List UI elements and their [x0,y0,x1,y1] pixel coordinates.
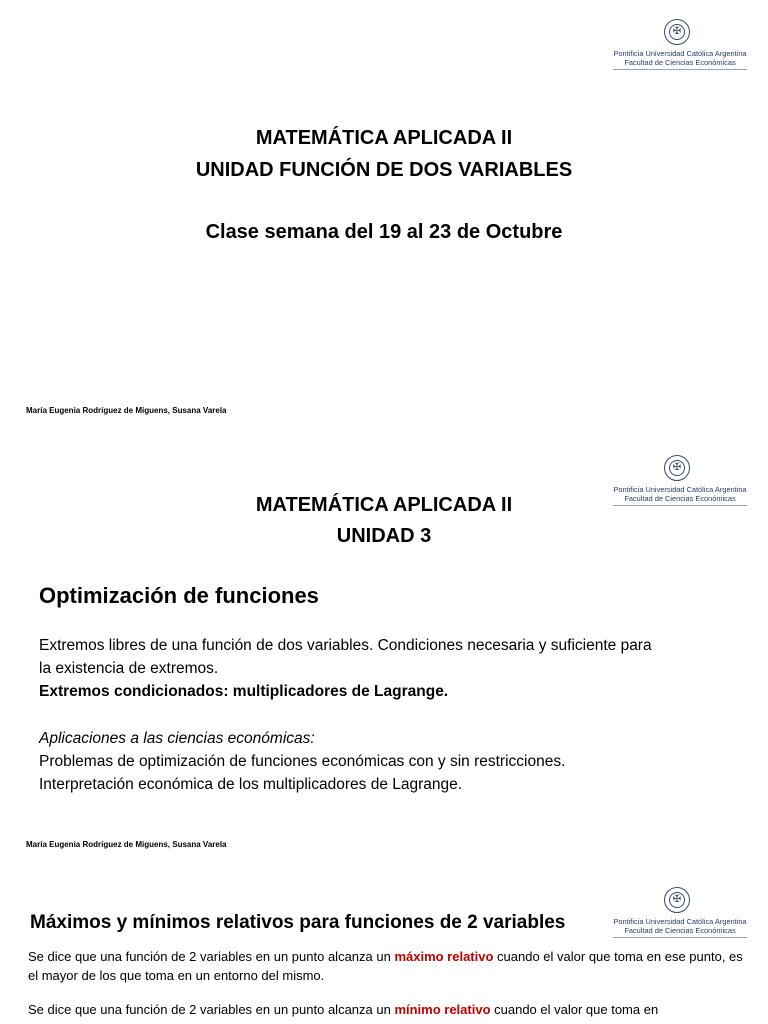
university-logo [613,887,747,939]
slide-2-line-1: Extremos libres de una función de dos variables. Condiciones necesaria y suficiente para [39,637,652,654]
slide-3-title: Máximos y mínimos relativos para funciones de 2 variables [30,912,566,933]
paragraph-maximo-text-a: Se dice que una función de 2 variables en un punto alcanza un [28,949,395,964]
slide-1-author: María Eugenia Rodríguez de Miguens, Susana Varela [26,406,227,415]
minimo-relativo-term: mínimo relativo [394,1002,491,1017]
slide-2-line-2: la existencia de extremos. [39,660,219,677]
logo-line-2: Facultad de Ciencias Económicas [624,926,736,935]
paragraph-maximo [28,947,748,985]
logo-divider [613,69,747,70]
slide-2-line-3: Extremos condicionados: multiplicadores de Lagrange. [39,683,449,700]
slide-2-apps-label: Aplicaciones a las ciencias económicas: [39,730,315,747]
logo-line-2: Facultad de Ciencias Económicas [624,494,736,503]
slide-1-title-2: UNIDAD FUNCIÓN DE DOS VARIABLES [195,159,573,181]
slide-1-subtitle: Clase semana del 19 al 23 de Octubre [205,221,563,243]
slide-2-heading: Optimización de funciones [39,583,319,608]
slide-2 [0,437,768,871]
logo-line-1: Pontificia Universidad Católica Argentina [613,49,747,58]
maximo-relativo-term: máximo relativo [394,949,494,964]
logo-line-2: Facultad de Ciencias Económicas [624,58,736,67]
logo-line-1: Pontificia Universidad Católica Argentina [613,485,747,494]
seal-icon: ✠ [664,455,690,481]
university-logo [613,19,747,71]
slide-2-apps-2: Interpretación económica de los multiplicadores de Lagrange. [39,776,463,793]
slide-1 [0,0,768,436]
seal-icon: ✠ [664,19,690,45]
slide-3 [0,872,768,1024]
paragraph-maximo-text-c: cuando el valor que toma en ese punto, es el mayor de los que toma en un entorno del mismo. [28,949,743,983]
slide-2-apps-1: Problemas de optimización de funciones económicas con y sin restricciones. [39,753,566,770]
slide-2-author: María Eugenia Rodríguez de Miguens, Susana Varela [26,840,227,849]
paragraph-minimo-text-a: Se dice que una función de 2 variables en un punto alcanza un [28,1002,395,1017]
slide-2-title-2: UNIDAD 3 [336,525,432,547]
logo-line-1: Pontificia Universidad Católica Argentina [613,917,747,926]
slide-2-title-1: MATEMÁTICA APLICADA II [255,494,513,516]
paragraph-minimo [28,1000,748,1019]
paragraph-minimo-text-c: cuando el valor que toma en [490,1002,659,1017]
slide-1-title-1: MATEMÁTICA APLICADA II [255,127,513,149]
logo-divider [613,937,747,938]
seal-icon: ✠ [664,887,690,913]
